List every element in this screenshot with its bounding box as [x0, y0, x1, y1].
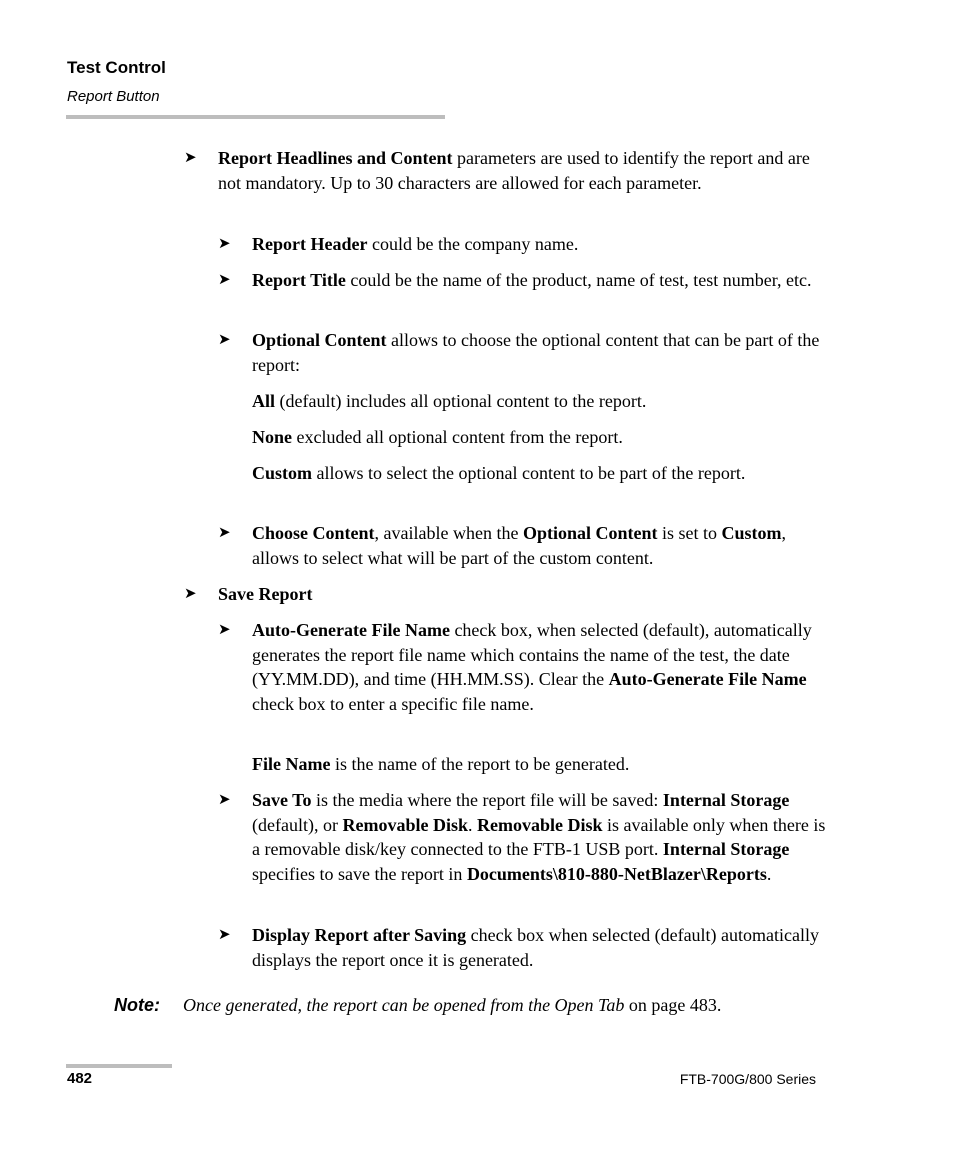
list-item-auto-generate: ➤ Auto-Generate File Name check box, when selected (default), automatically generates the report file name which contains the name of the test, the date (YY.MM.DD), and time (HH.MM.SS). Clear the Auto-Generate File Name check box to enter a specific file name.	[218, 620, 812, 714]
paragraph-file-name: File Name is the name of the report to be generated.	[252, 754, 630, 774]
bullet-arrow-icon: ➤	[218, 525, 231, 541]
header-rule	[66, 115, 445, 119]
bullet-arrow-icon: ➤	[184, 150, 197, 166]
list-item-display-report: ➤ Display Report after Saving check box when selected (default) automatically displays the report once it is generated.	[218, 925, 820, 970]
note-text: Once generated, the report can be opened from the Open Tab on page 483.	[183, 995, 722, 1015]
bullet-arrow-icon: ➤	[218, 927, 231, 943]
list-item-report-header: ➤ Report Header could be the company name.	[252, 232, 827, 257]
bullet-arrow-icon: ➤	[218, 792, 231, 808]
bullet-arrow-icon: ➤	[218, 236, 231, 252]
list-item-choose-content: ➤ Choose Content, available when the Optional Content is set to Custom, allows to select what will be part of the custom content.	[218, 523, 787, 568]
paragraph-all: All (default) includes all optional content to the report.	[252, 391, 647, 411]
series-name: FTB-700G/800 Series	[679, 1071, 816, 1087]
bullet-arrow-icon: ➤	[218, 622, 231, 638]
list-item-headlines: ➤ Report Headlines and Content parameters are used to identify the report and are not mandatory. Up to 30 characters are allowed for each parameter.	[184, 148, 810, 193]
paragraph-custom: Custom allows to select the optional content to be part of the report.	[252, 463, 746, 483]
bullet-arrow-icon: ➤	[218, 272, 231, 288]
list-item-save-report: ➤ Save Report	[218, 582, 828, 607]
bullet-arrow-icon: ➤	[184, 586, 197, 602]
note-label: Note:	[114, 995, 160, 1015]
paragraph-none: None excluded all optional content from the report.	[252, 427, 623, 447]
footer-rule	[66, 1064, 172, 1068]
note-link-open-tab[interactable]: Once generated, the report can be opened from the Open Tab	[183, 995, 625, 1015]
header-subtitle: Report Button	[67, 88, 160, 105]
list-item-optional-content: ➤ Optional Content allows to choose the optional content that can be part of the report:	[218, 330, 820, 375]
page-number: 482	[67, 1070, 93, 1087]
header-title: Test Control	[67, 58, 166, 77]
list-item-save-to: ➤ Save To is the media where the report file will be saved: Internal Storage (default), or Removable Disk. Removable Disk is available only when there is a removable disk/key connected to the FTB-1 USB port. Internal Storage specifies to save the report in Documents\810-880-NetBlazer\Reports.	[218, 790, 826, 884]
bullet-arrow-icon: ➤	[218, 332, 231, 348]
list-item-report-title: ➤ Report Title could be the name of the product, name of test, test number, etc.	[252, 268, 827, 293]
